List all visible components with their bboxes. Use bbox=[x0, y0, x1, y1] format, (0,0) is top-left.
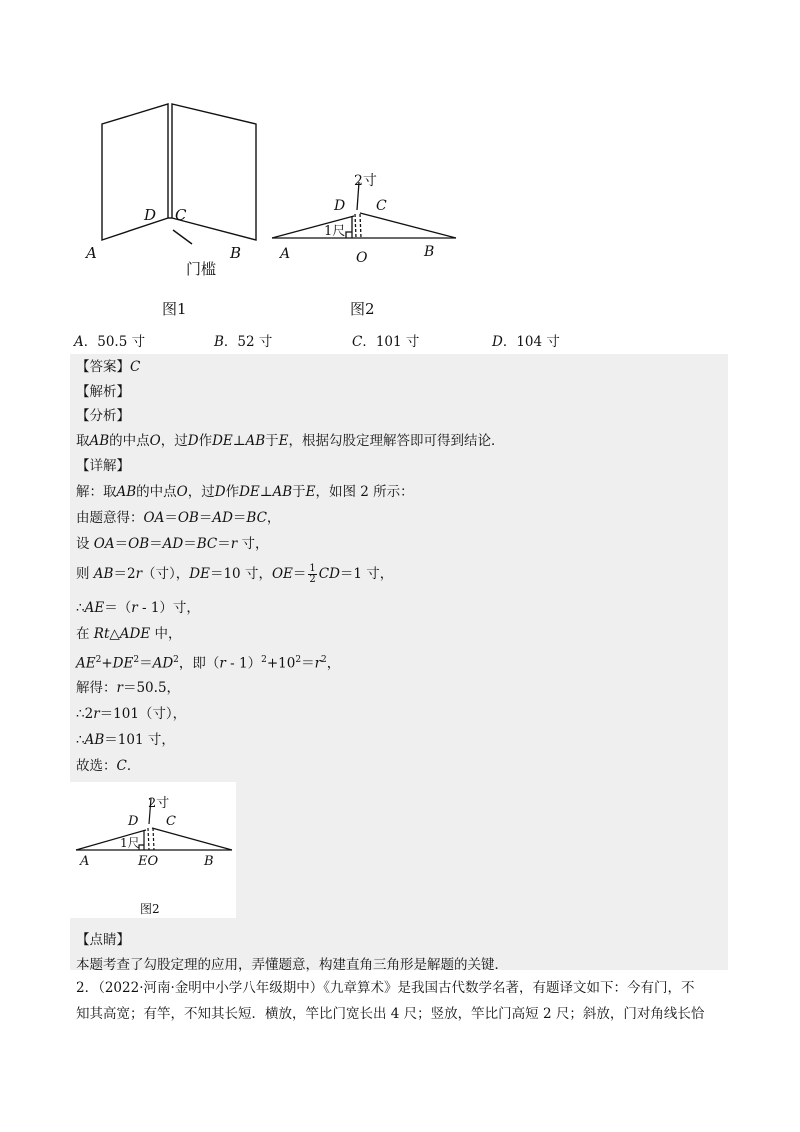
option-b: B．52 寸 bbox=[214, 334, 273, 350]
solution-line-7: $AE^2+DE^2=AD^2$，即$(r - 1)^2+10^2=r^2$， bbox=[76, 655, 341, 672]
solution-line-1: 解：取AB的中点O，过D作DE⊥AB于E，如图 2 所示： bbox=[76, 484, 414, 500]
solution-line-3: 设 OA＝OB＝AD＝BC＝r 寸， bbox=[76, 536, 269, 552]
option-c-letter: C bbox=[352, 334, 363, 350]
solution-fig-point-eo: EO bbox=[138, 854, 159, 869]
fig2-point-a: A bbox=[280, 246, 291, 262]
solution-figure bbox=[70, 782, 236, 918]
solution-fig-gap-label: 2寸 bbox=[148, 796, 170, 811]
option-d-letter: D bbox=[492, 334, 503, 350]
solution-line-5: ∴AE＝（r - 1）寸， bbox=[76, 600, 200, 616]
solution-line-10: ∴AB＝101 寸， bbox=[76, 732, 175, 748]
comment-tag: 【点睛】 bbox=[76, 932, 130, 948]
option-d: D．104 寸 bbox=[492, 334, 560, 350]
figure-2 bbox=[268, 166, 468, 276]
fraction-one-half: $\frac{1}{2}$ bbox=[309, 563, 316, 585]
figure-1-drawing bbox=[80, 100, 260, 300]
figure-1-caption: 图1 bbox=[162, 300, 187, 318]
option-d-value: 104 寸 bbox=[516, 334, 560, 350]
solution-line-6: 在 Rt△ADE 中， bbox=[76, 626, 182, 642]
detail-tag: 【详解】 bbox=[76, 458, 130, 474]
option-a-letter: A bbox=[74, 334, 84, 350]
fig1-threshold-label: 门槛 bbox=[186, 260, 217, 278]
answer-tag: 【答案】 bbox=[76, 359, 130, 375]
solution-line-8: 解得：r＝50.5， bbox=[76, 680, 181, 696]
solution-fig-point-c: C bbox=[166, 814, 176, 829]
option-c-value: 101 寸 bbox=[375, 334, 420, 350]
solution-fig-height-label: 1尺 bbox=[120, 836, 140, 850]
fig2-gap-label: 2寸 bbox=[354, 173, 377, 189]
fig1-point-c: C bbox=[175, 206, 187, 224]
figure-1 bbox=[80, 100, 260, 300]
solution-fig-caption: 图2 bbox=[140, 902, 160, 916]
fig2-point-o: O bbox=[356, 250, 368, 266]
solution-line-4: 则 AB＝2r（寸），DE＝10 寸，OE＝ $\frac{1}{2}$ CD＝1 寸， bbox=[76, 563, 394, 585]
fig2-height-label: 1尺 bbox=[324, 224, 346, 239]
option-a-value: 50.5 寸 bbox=[97, 334, 146, 350]
option-a: A．50.5 寸 bbox=[74, 334, 146, 350]
fig1-point-a: A bbox=[86, 244, 97, 262]
solution-line-9: ∴2r＝101（寸）， bbox=[76, 706, 187, 722]
solution-fig-point-b: B bbox=[204, 854, 214, 869]
option-c: C．101 寸 bbox=[352, 334, 420, 350]
option-b-letter: B bbox=[214, 334, 224, 350]
fig2-point-b: B bbox=[424, 244, 435, 260]
comment-text: 本题考查了勾股定理的应用，弄懂题意，构建直角三角形是解题的关键． bbox=[76, 957, 508, 973]
fig1-point-d: D bbox=[144, 206, 157, 224]
fenxi-text: 取AB的中点O，过D作DE⊥AB于E，根据勾股定理解答即可得到结论． bbox=[76, 433, 505, 449]
solution-fig-point-d: D bbox=[128, 814, 139, 829]
answer-options bbox=[74, 330, 714, 352]
fig2-point-d: D bbox=[334, 198, 346, 214]
solution-line-2: 由题意得：OA＝OB＝AD＝BC， bbox=[76, 510, 281, 526]
fig2-point-c: C bbox=[376, 198, 387, 214]
fig1-point-b: B bbox=[230, 244, 242, 262]
solution-line-11: 故选：C． bbox=[76, 758, 141, 774]
analysis-tag: 【解析】 bbox=[76, 384, 130, 400]
question-2-line-1: 2．（2022·河南·金明中小学八年级期中）《九章算术》是我国古代数学名著，有题译文如下：今有门，不 bbox=[76, 980, 695, 996]
figure-2-caption: 图2 bbox=[350, 300, 375, 318]
fenxi-tag: 【分析】 bbox=[76, 408, 130, 424]
solution-fig-point-a: A bbox=[80, 854, 90, 869]
answer-value: C bbox=[130, 359, 141, 375]
question-2-line-2: 知其高宽；有竿，不知其长短．横放，竿比门宽长出 4 尺；竖放，竿比门高短 2 尺；斜放，门对角线长恰 bbox=[76, 1006, 705, 1022]
answer-line bbox=[76, 357, 140, 377]
option-b-value: 52 寸 bbox=[237, 334, 273, 350]
